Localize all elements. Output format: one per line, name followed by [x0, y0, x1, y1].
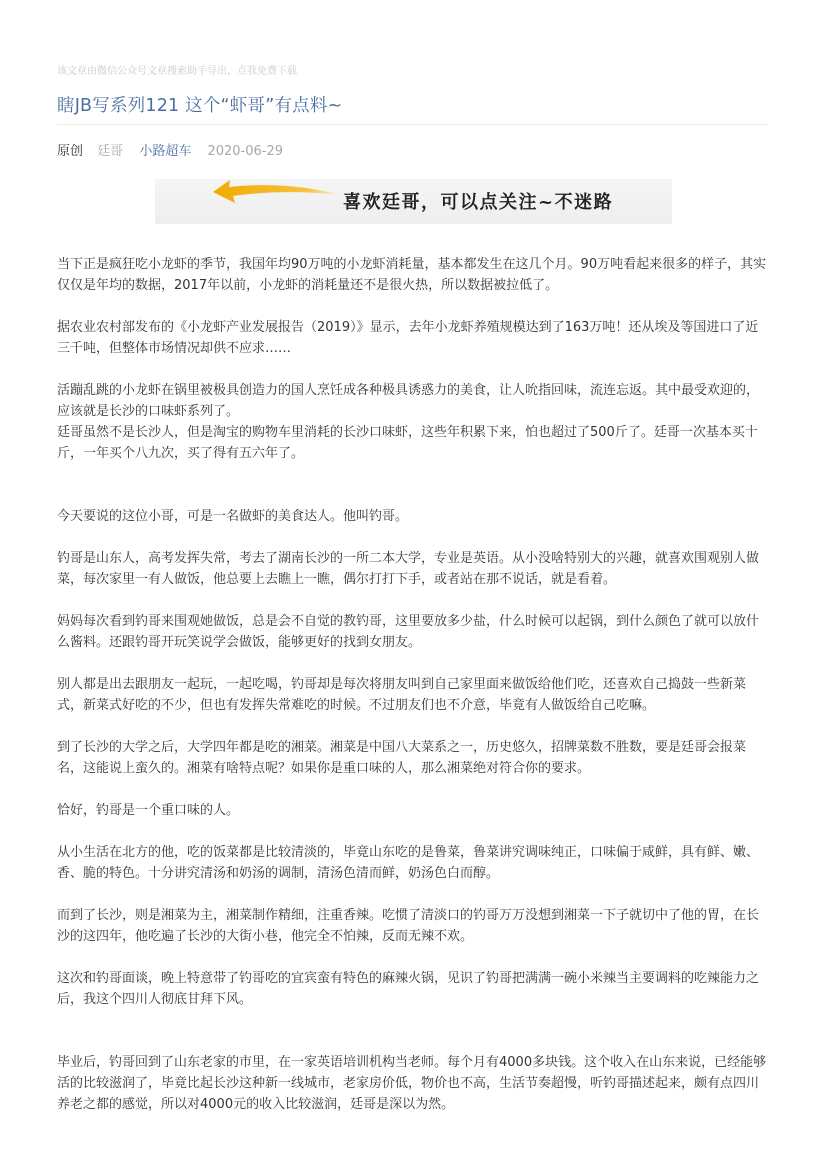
swoosh-arrow-icon: [155, 179, 355, 224]
paragraph: 廷哥虽然不是长沙人，但是淘宝的购物车里消耗的长沙口味虾，这些年积累下来，怕也超过了500斤了。廷哥一次基本买十斤，一年买个八九次，买了得有五六年了。: [57, 425, 758, 461]
title-divider: [57, 124, 769, 125]
article-meta: [57, 140, 295, 159]
paragraph: 毕业后，钓哥回到了山东老家的市里，在一家英语培训机构当老师。每个月有4000多块钱。这个收入在山东来说，已经能够活的比较滋润了，毕竟比起长沙这种新一线城市，老家房价低，物价也不高，生活节奏超慢，听钓哥描述起来，颇有点四川养老之都的感觉，所以对4000元的收入比较滋润，廷哥是深以为然。: [57, 1055, 767, 1112]
paragraph: 别人都是出去跟朋友一起玩，一起吃喝，钓哥却是每次将朋友叫到自己家里面来做饭给他们吃，还喜欢自己捣鼓一些新菜式，新菜式好吃的不少，但也有发挥失常难吃的时候。不过朋友们也不介意，毕竟有人做饭给自己吃嘛。: [57, 677, 747, 713]
paragraph: 而到了长沙，则是湘菜为主，湘菜制作精细，注重香辣。吃惯了清淡口的钓哥万万没想到湘菜一下子就切中了他的胃，在长沙的这四年，他吃遍了长沙的大街小巷，他完全不怕辣，反而无辣不欢。: [57, 908, 760, 944]
paragraph: 当下正是疯狂吃小龙虾的季节，我国年均90万吨的小龙虾消耗量，基本都发生在这几个月。90万吨看起来很多的样子，其实仅仅是年均的数据，2017年以前，小龙虾的消耗量还不是很火热，所以数据被拉低了。: [57, 257, 767, 293]
article-title: 瞎JB写系列121 这个“虾哥”有点料~: [57, 96, 343, 116]
paragraph: 活蹦乱跳的小龙虾在锅里被极具创造力的国人烹饪成各种极具诱惑力的美食，让人吮指回味，流连忘返。其中最受欢迎的，应该就是长沙的口味虾系列了。: [57, 383, 760, 419]
paragraph: 到了长沙的大学之后，大学四年都是吃的湘菜。湘菜是中国八大菜系之一，历史悠久，招牌菜数不胜数，要是廷哥会报菜名，这能说上蛮久的。湘菜有啥特点呢？如果你是重口味的人，那么湘菜绝对符合你的要求。: [57, 740, 747, 776]
paragraph: 从小生活在北方的他，吃的饭菜都是比较清淡的，毕竟山东吃的是鲁菜，鲁菜讲究调味纯正，口味偏于咸鲜，具有鲜、嫩、香、脆的特色。十分讲究清汤和奶汤的调制，清汤色清而鲜，奶汤色白而醇。: [57, 845, 760, 881]
paragraph: 妈妈每次看到钓哥来围观她做饭，总是会不自觉的教钓哥，这里要放多少盐，什么时候可以起锅，到什么颜色了就可以放什么酱料。还跟钓哥开玩笑说学会做饭，能够更好的找到女朋友。: [57, 614, 760, 650]
follow-banner-image: [155, 179, 672, 224]
account-name-link[interactable]: 小路超车: [139, 144, 192, 159]
author-name: 廷哥: [97, 144, 124, 159]
article-body: [57, 254, 769, 1115]
paragraph: 今天要说的这位小哥，可是一名做虾的美食达人。他叫钓哥。: [57, 509, 409, 524]
paragraph: 据农业农村部发布的《小龙虾产业发展报告（2019）》显示，去年小龙虾养殖规模达到了163万吨！还从埃及等国进口了近三千吨，但整体市场情况却供不应求……: [57, 320, 759, 356]
paragraph: 这次和钓哥面谈，晚上特意带了钓哥吃的宜宾蛮有特色的麻辣火锅，见识了钓哥把满满一碗小米辣当主要调料的吃辣能力之后，我这个四川人彻底甘拜下风。: [57, 971, 760, 1007]
original-badge: 原创: [57, 144, 84, 159]
banner-text: 喜欢廷哥，可以点关注~不迷路: [343, 192, 614, 213]
paragraph: 恰好，钓哥是一个重口味的人。: [57, 803, 240, 818]
publish-date: 2020-06-29: [207, 144, 284, 159]
paragraph: 钓哥是山东人，高考发挥失常，考去了湖南长沙的一所二本大学，专业是英语。从小没啥特别大的兴趣，就喜欢围观别人做菜，每次家里一有人做饭，他总要上去瞧上一瞧，偶尔打打下手，或者站在那不说话，就是看着。: [57, 551, 760, 587]
export-notice-link[interactable]: 该文章由微信公众号文章搜索助手导出，点我免费下载: [57, 66, 297, 77]
